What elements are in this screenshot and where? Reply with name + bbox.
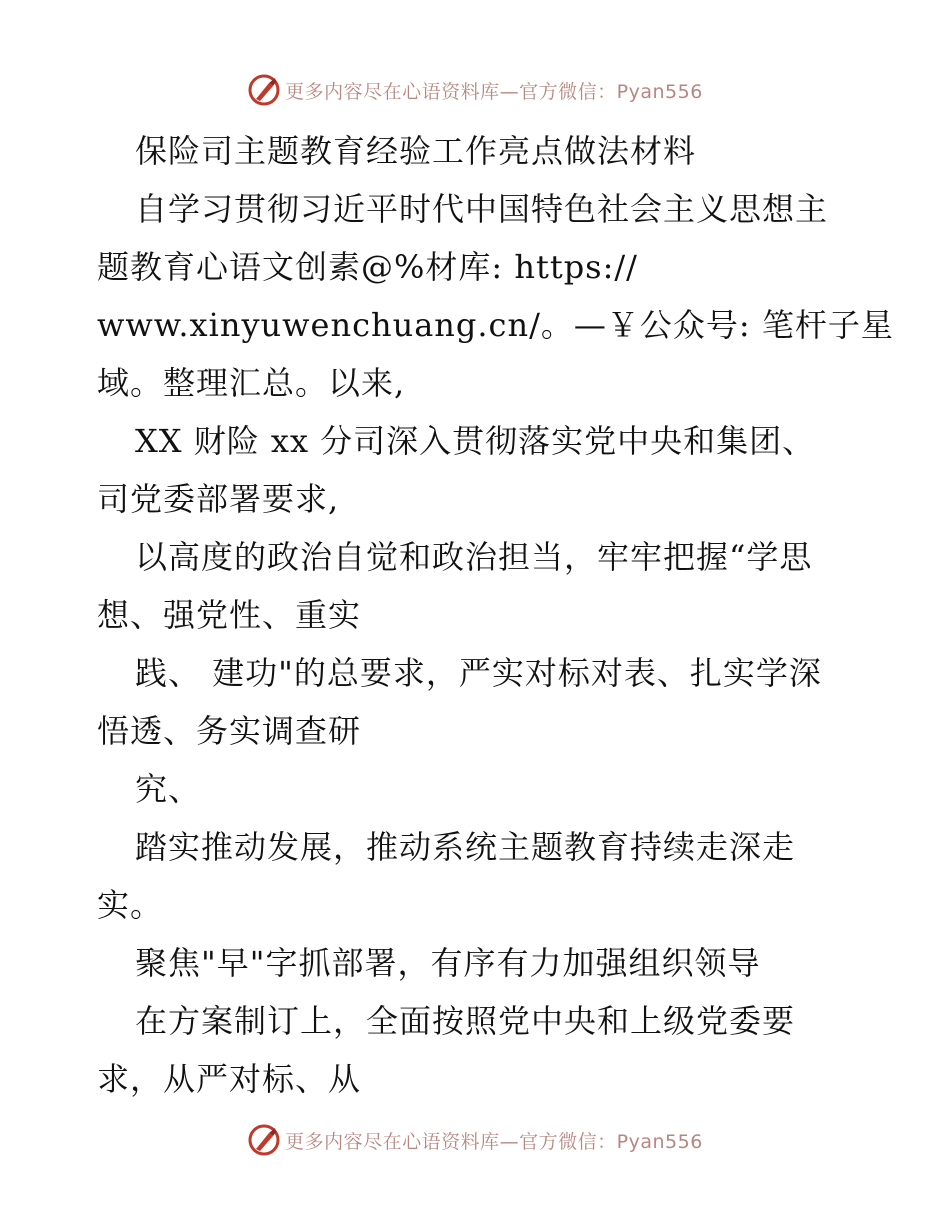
footer-banner — [0, 1120, 950, 1160]
document-title: 保险司主题教育经验工作亮点做法材料 — [135, 132, 697, 170]
paragraph-line: 究、 — [135, 770, 202, 808]
paragraph-line: 想、强党性、重实 — [97, 596, 362, 634]
paragraph-line: XX 财险 xx 分司深入贯彻落实党中央和集团、 — [135, 422, 816, 460]
footer-banner-text: 更多内容尽在心语资料库—官方微信：Pyan556 — [285, 1130, 703, 1153]
paragraph-line: 实。 — [97, 886, 164, 924]
paragraph-line: 题教育心语文创素@%材库: https:// — [97, 248, 638, 286]
paragraph-line: 践、 建功"的总要求，严实对标对表、扎实学深 — [135, 654, 822, 692]
quill-pen-logo-icon — [247, 73, 281, 107]
paragraph-line: 悟透、务实调查研 — [97, 712, 362, 750]
header-banner-text: 更多内容尽在心语资料库—官方微信：Pyan556 — [285, 80, 703, 103]
header-banner — [0, 70, 950, 110]
paragraph-line: 自学习贯彻习近平时代中国特色社会主义思想主 — [135, 190, 829, 228]
paragraph-line: 司党委部署要求, — [97, 480, 340, 518]
paragraph-line: 以高度的政治自觉和政治担当，牢牢把握“学思 — [135, 538, 813, 576]
paragraph-line: 踏实推动发展，推动系统主题教育持续走深走 — [135, 828, 796, 866]
paragraph-line: 在方案制订上，全面按照党中央和上级党委要 — [135, 1002, 796, 1040]
paragraph-line: www.xinyuwenchuang.cn/。—￥公众号: 笔杆子星 — [97, 306, 894, 344]
paragraph-line: 域。整理汇总。以来, — [97, 364, 406, 402]
document-body — [97, 122, 894, 1108]
section-heading: 聚焦"早"字抓部署，有序有力加强组织领导 — [135, 944, 761, 982]
quill-pen-logo-icon — [247, 1123, 281, 1157]
paragraph-line: 求，从严对标、从 — [97, 1060, 362, 1098]
